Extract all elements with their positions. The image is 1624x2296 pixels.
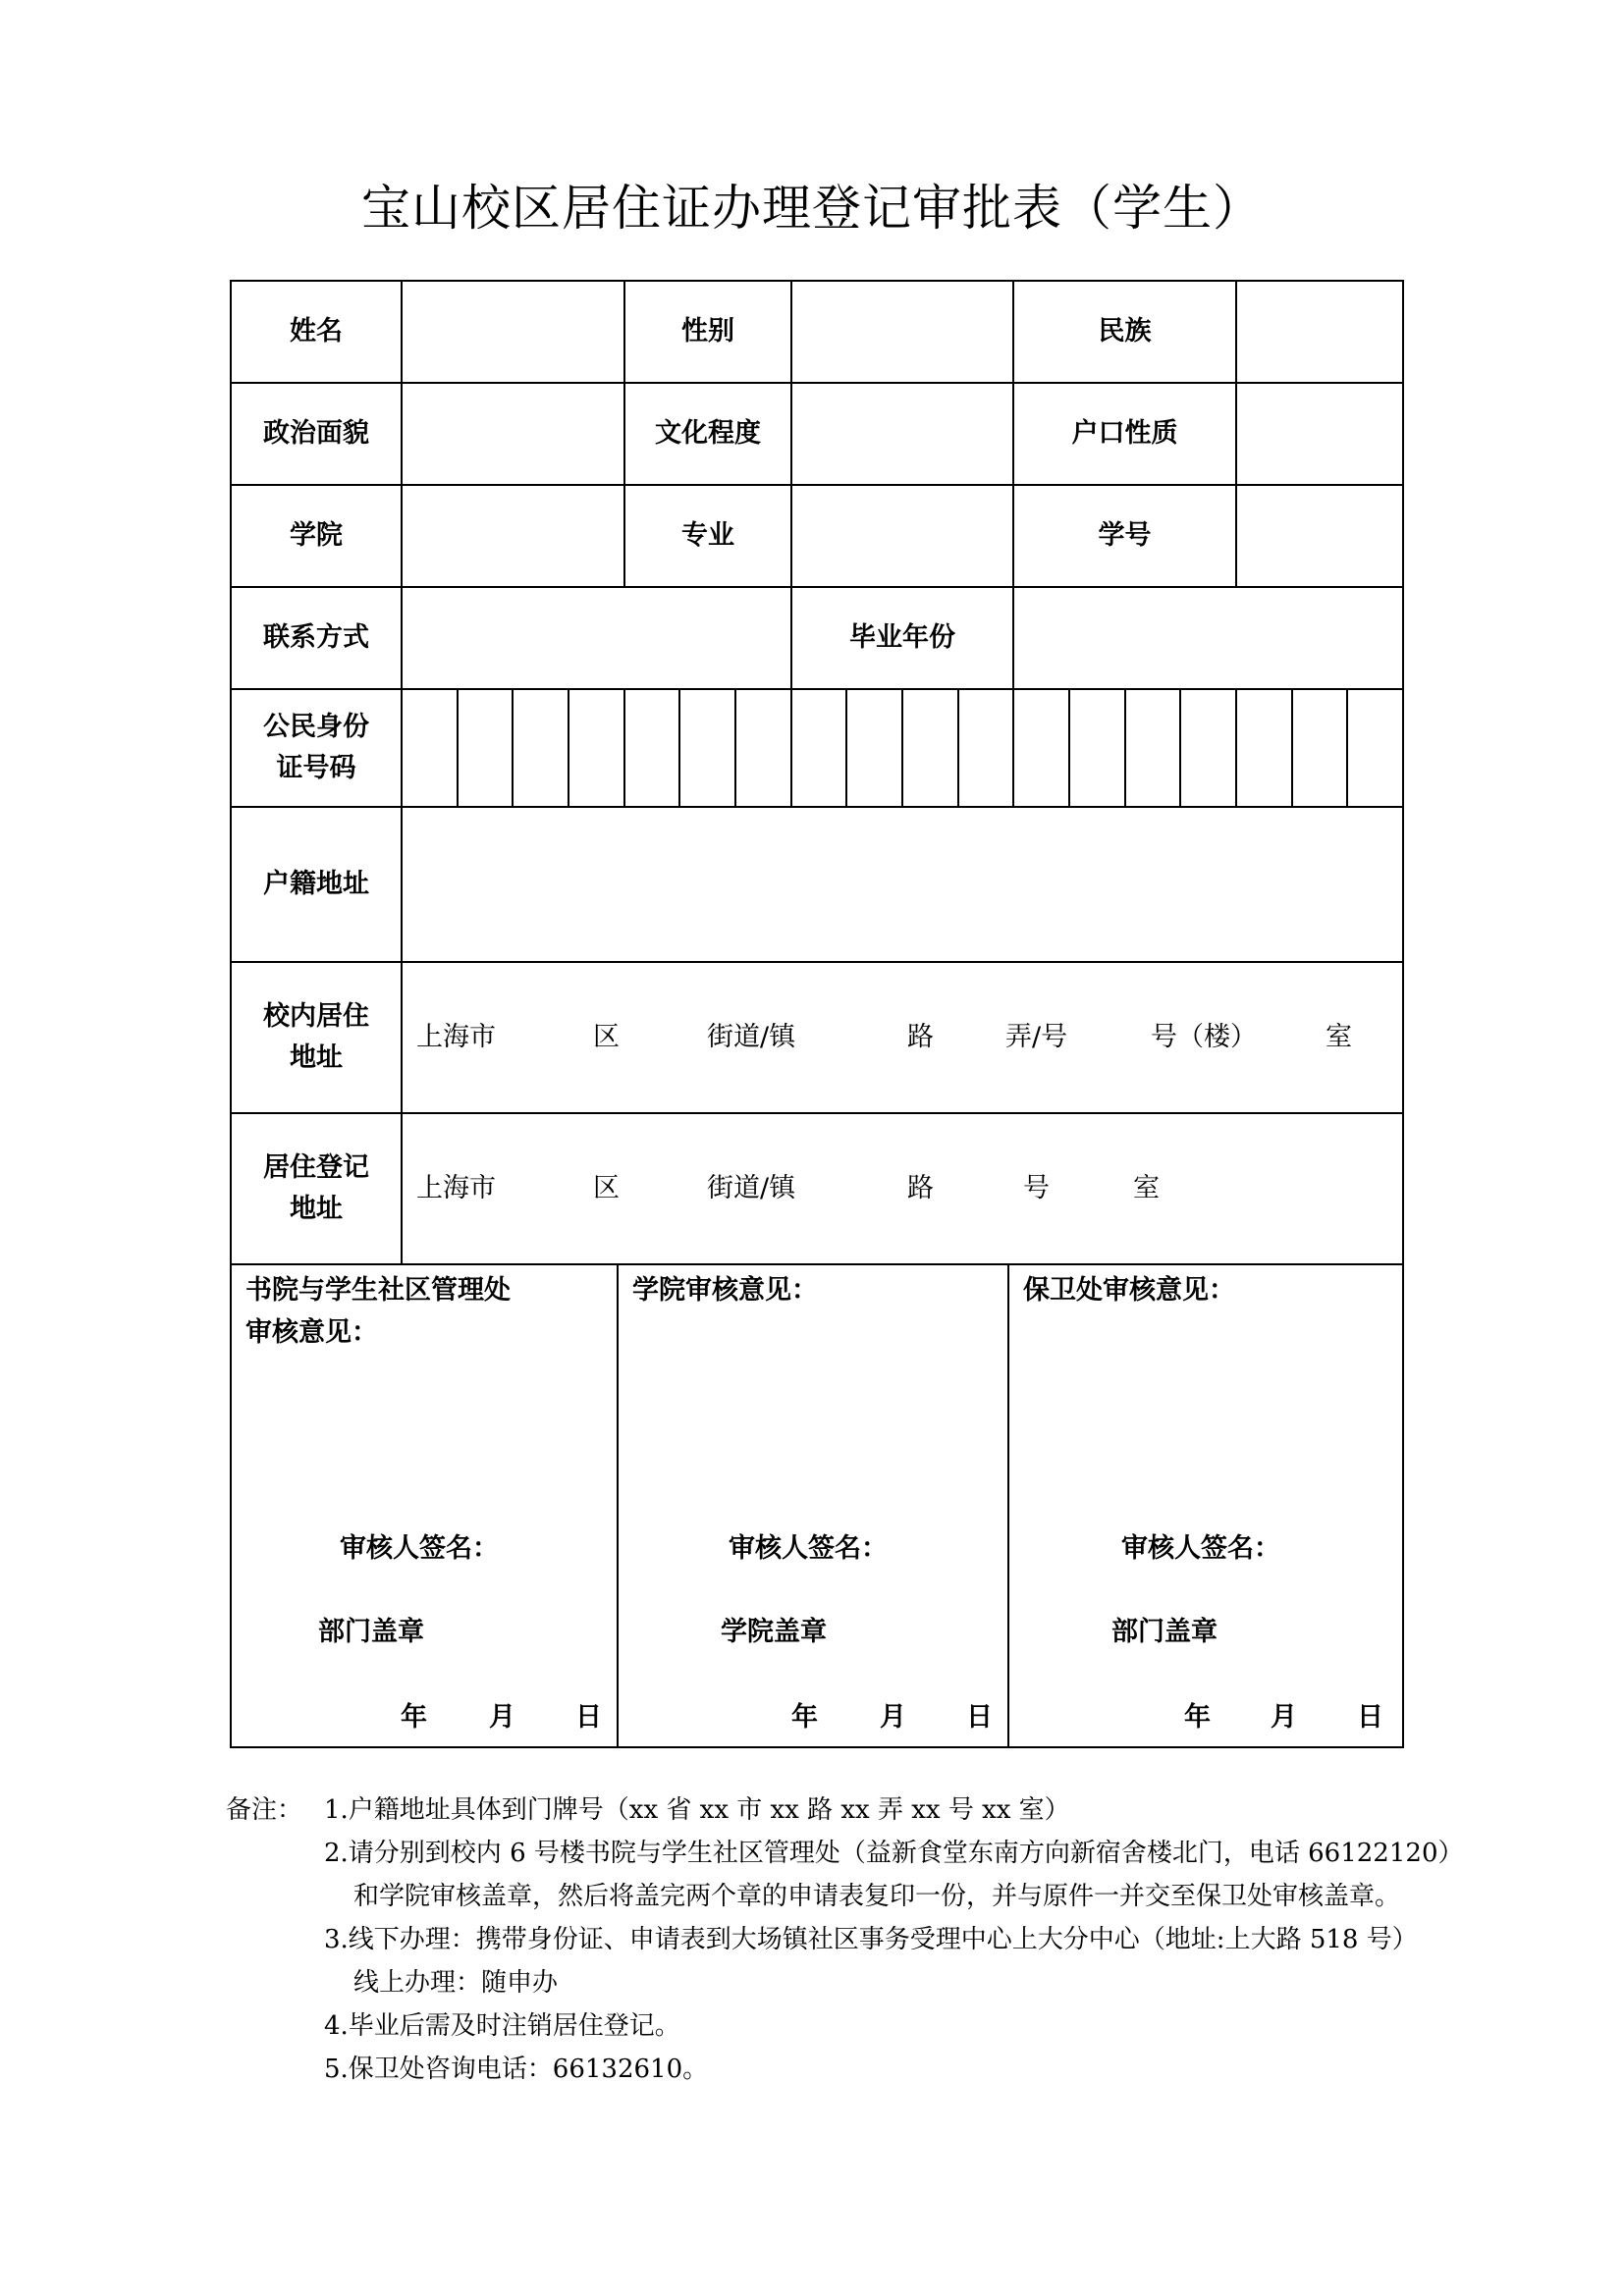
review-col2-heading: 学院审核意见： (632, 1275, 818, 1306)
addr-city: 上海市 (416, 1173, 496, 1204)
form-title: 宝山校区居住证办理登记审批表（学生） (361, 180, 1263, 237)
id-number-label: 公民身份 证号码 (231, 689, 402, 807)
id-digit-box[interactable] (846, 689, 902, 807)
id-digit-box[interactable] (402, 689, 458, 807)
addr-district: 区 (593, 1022, 620, 1053)
review-col-community[interactable]: 书院与学生社区管理处 审核意见： 审核人签名： 部门盖章 年 月 日 (232, 1265, 619, 1746)
education-label: 文化程度 (624, 383, 791, 485)
dept-stamp-label: 部门盖章 (1111, 1617, 1218, 1647)
month-label: 月 (489, 1702, 515, 1733)
major-field[interactable] (791, 485, 1013, 587)
gender-field[interactable] (791, 281, 1013, 383)
note-item: 1.户籍地址具体到门牌号（xx 省 xx 市 xx 路 xx 弄 xx 号 xx 室） (324, 1795, 1070, 1825)
addr-building: 号（楼） (1151, 1022, 1257, 1053)
addr-road: 路 (907, 1022, 934, 1053)
addr-road: 路 (907, 1173, 934, 1204)
gender-label: 性别 (624, 281, 791, 383)
note-item: 线上办理：随申办 (353, 1968, 559, 1998)
id-digit-box[interactable] (1347, 689, 1403, 807)
id-digit-box[interactable] (1180, 689, 1236, 807)
id-digit-box[interactable] (735, 689, 791, 807)
year-label: 年 (791, 1702, 818, 1733)
contact-field[interactable] (402, 587, 791, 689)
review-col3-heading: 保卫处审核意见： (1023, 1275, 1235, 1306)
month-label: 月 (1271, 1702, 1297, 1733)
political-label: 政治面貌 (231, 383, 402, 485)
signer-label: 审核人签名： (340, 1533, 499, 1564)
student-id-field[interactable] (1236, 485, 1403, 587)
id-digit-box[interactable] (624, 689, 679, 807)
grad-year-label: 毕业年份 (791, 587, 1013, 689)
college-field[interactable] (402, 485, 624, 587)
campus-address-label: 校内居住 地址 (231, 962, 402, 1113)
hukou-address-label: 户籍地址 (231, 807, 402, 962)
campus-address-field[interactable] (402, 962, 1403, 1113)
id-digit-box[interactable] (1292, 689, 1347, 807)
ethnicity-label: 民族 (1013, 281, 1236, 383)
registration-address-field[interactable] (402, 1113, 1403, 1264)
year-label: 年 (401, 1702, 427, 1733)
notes-label: 备注： (226, 1795, 303, 1825)
review-section (231, 1264, 1403, 1747)
ethnicity-field[interactable] (1236, 281, 1403, 383)
id-digit-box[interactable] (679, 689, 735, 807)
name-label: 姓名 (231, 281, 402, 383)
college-stamp-label: 学院盖章 (721, 1617, 827, 1647)
id-digit-box[interactable] (902, 689, 958, 807)
review-col-college[interactable] (619, 1265, 1009, 1746)
hukou-type-label: 户口性质 (1013, 383, 1236, 485)
addr-room: 室 (1326, 1022, 1352, 1053)
note-item: 5.保卫处咨询电话：66132610。 (324, 2055, 709, 2084)
day-label: 日 (575, 1702, 602, 1733)
day-label: 日 (966, 1702, 993, 1733)
name-field[interactable] (402, 281, 624, 383)
grad-year-field[interactable] (1013, 587, 1403, 689)
addr-lane: 弄/号 (1005, 1022, 1068, 1053)
day-label: 日 (1357, 1702, 1383, 1733)
id-digit-box[interactable] (791, 689, 846, 807)
addr-street: 街道/镇 (707, 1022, 796, 1053)
review-col1-heading: 书院与学生社区管理处 (245, 1275, 511, 1306)
note-item: 和学院审核盖章，然后将盖完两个章的申请表复印一份，并与原件一并交至保卫处审核盖章。 (353, 1882, 1401, 1911)
year-label: 年 (1184, 1702, 1211, 1733)
signer-label: 审核人签名： (1121, 1533, 1280, 1564)
review-col-security[interactable] (1009, 1265, 1398, 1746)
political-field[interactable] (402, 383, 624, 485)
id-digit-box[interactable] (958, 689, 1013, 807)
note-item: 3.线下办理：携带身份证、申请表到大场镇社区事务受理中心上大分中心（地址:上大路 518 号） (324, 1925, 1418, 1954)
id-digit-box[interactable] (1013, 689, 1069, 807)
addr-district: 区 (593, 1173, 620, 1204)
note-item: 4.毕业后需及时注销居住登记。 (324, 2011, 680, 2041)
id-digit-box[interactable] (568, 689, 624, 807)
registration-form (230, 280, 1404, 1748)
id-digit-box[interactable] (513, 689, 568, 807)
dept-stamp-label: 部门盖章 (318, 1617, 424, 1647)
major-label: 专业 (624, 485, 791, 587)
id-digit-box[interactable] (1069, 689, 1125, 807)
college-label: 学院 (231, 485, 402, 587)
student-id-label: 学号 (1013, 485, 1236, 587)
education-field[interactable] (791, 383, 1013, 485)
addr-city: 上海市 (416, 1022, 496, 1053)
id-digit-box[interactable] (458, 689, 513, 807)
id-digit-box[interactable] (1236, 689, 1292, 807)
hukou-address-field[interactable] (402, 807, 1403, 962)
contact-label: 联系方式 (231, 587, 402, 689)
hukou-type-field[interactable] (1236, 383, 1403, 485)
signer-label: 审核人签名： (729, 1533, 888, 1564)
addr-number: 号 (1023, 1173, 1050, 1204)
id-digit-box[interactable] (1125, 689, 1180, 807)
note-item: 2.请分别到校内 6 号楼书院与学生社区管理处（益新食堂东南方向新宿舍楼北门，电话 66122120） (324, 1839, 1464, 1868)
registration-address-label: 居住登记 地址 (231, 1113, 402, 1264)
month-label: 月 (880, 1702, 906, 1733)
addr-street: 街道/镇 (707, 1173, 796, 1204)
addr-room: 室 (1133, 1173, 1160, 1204)
